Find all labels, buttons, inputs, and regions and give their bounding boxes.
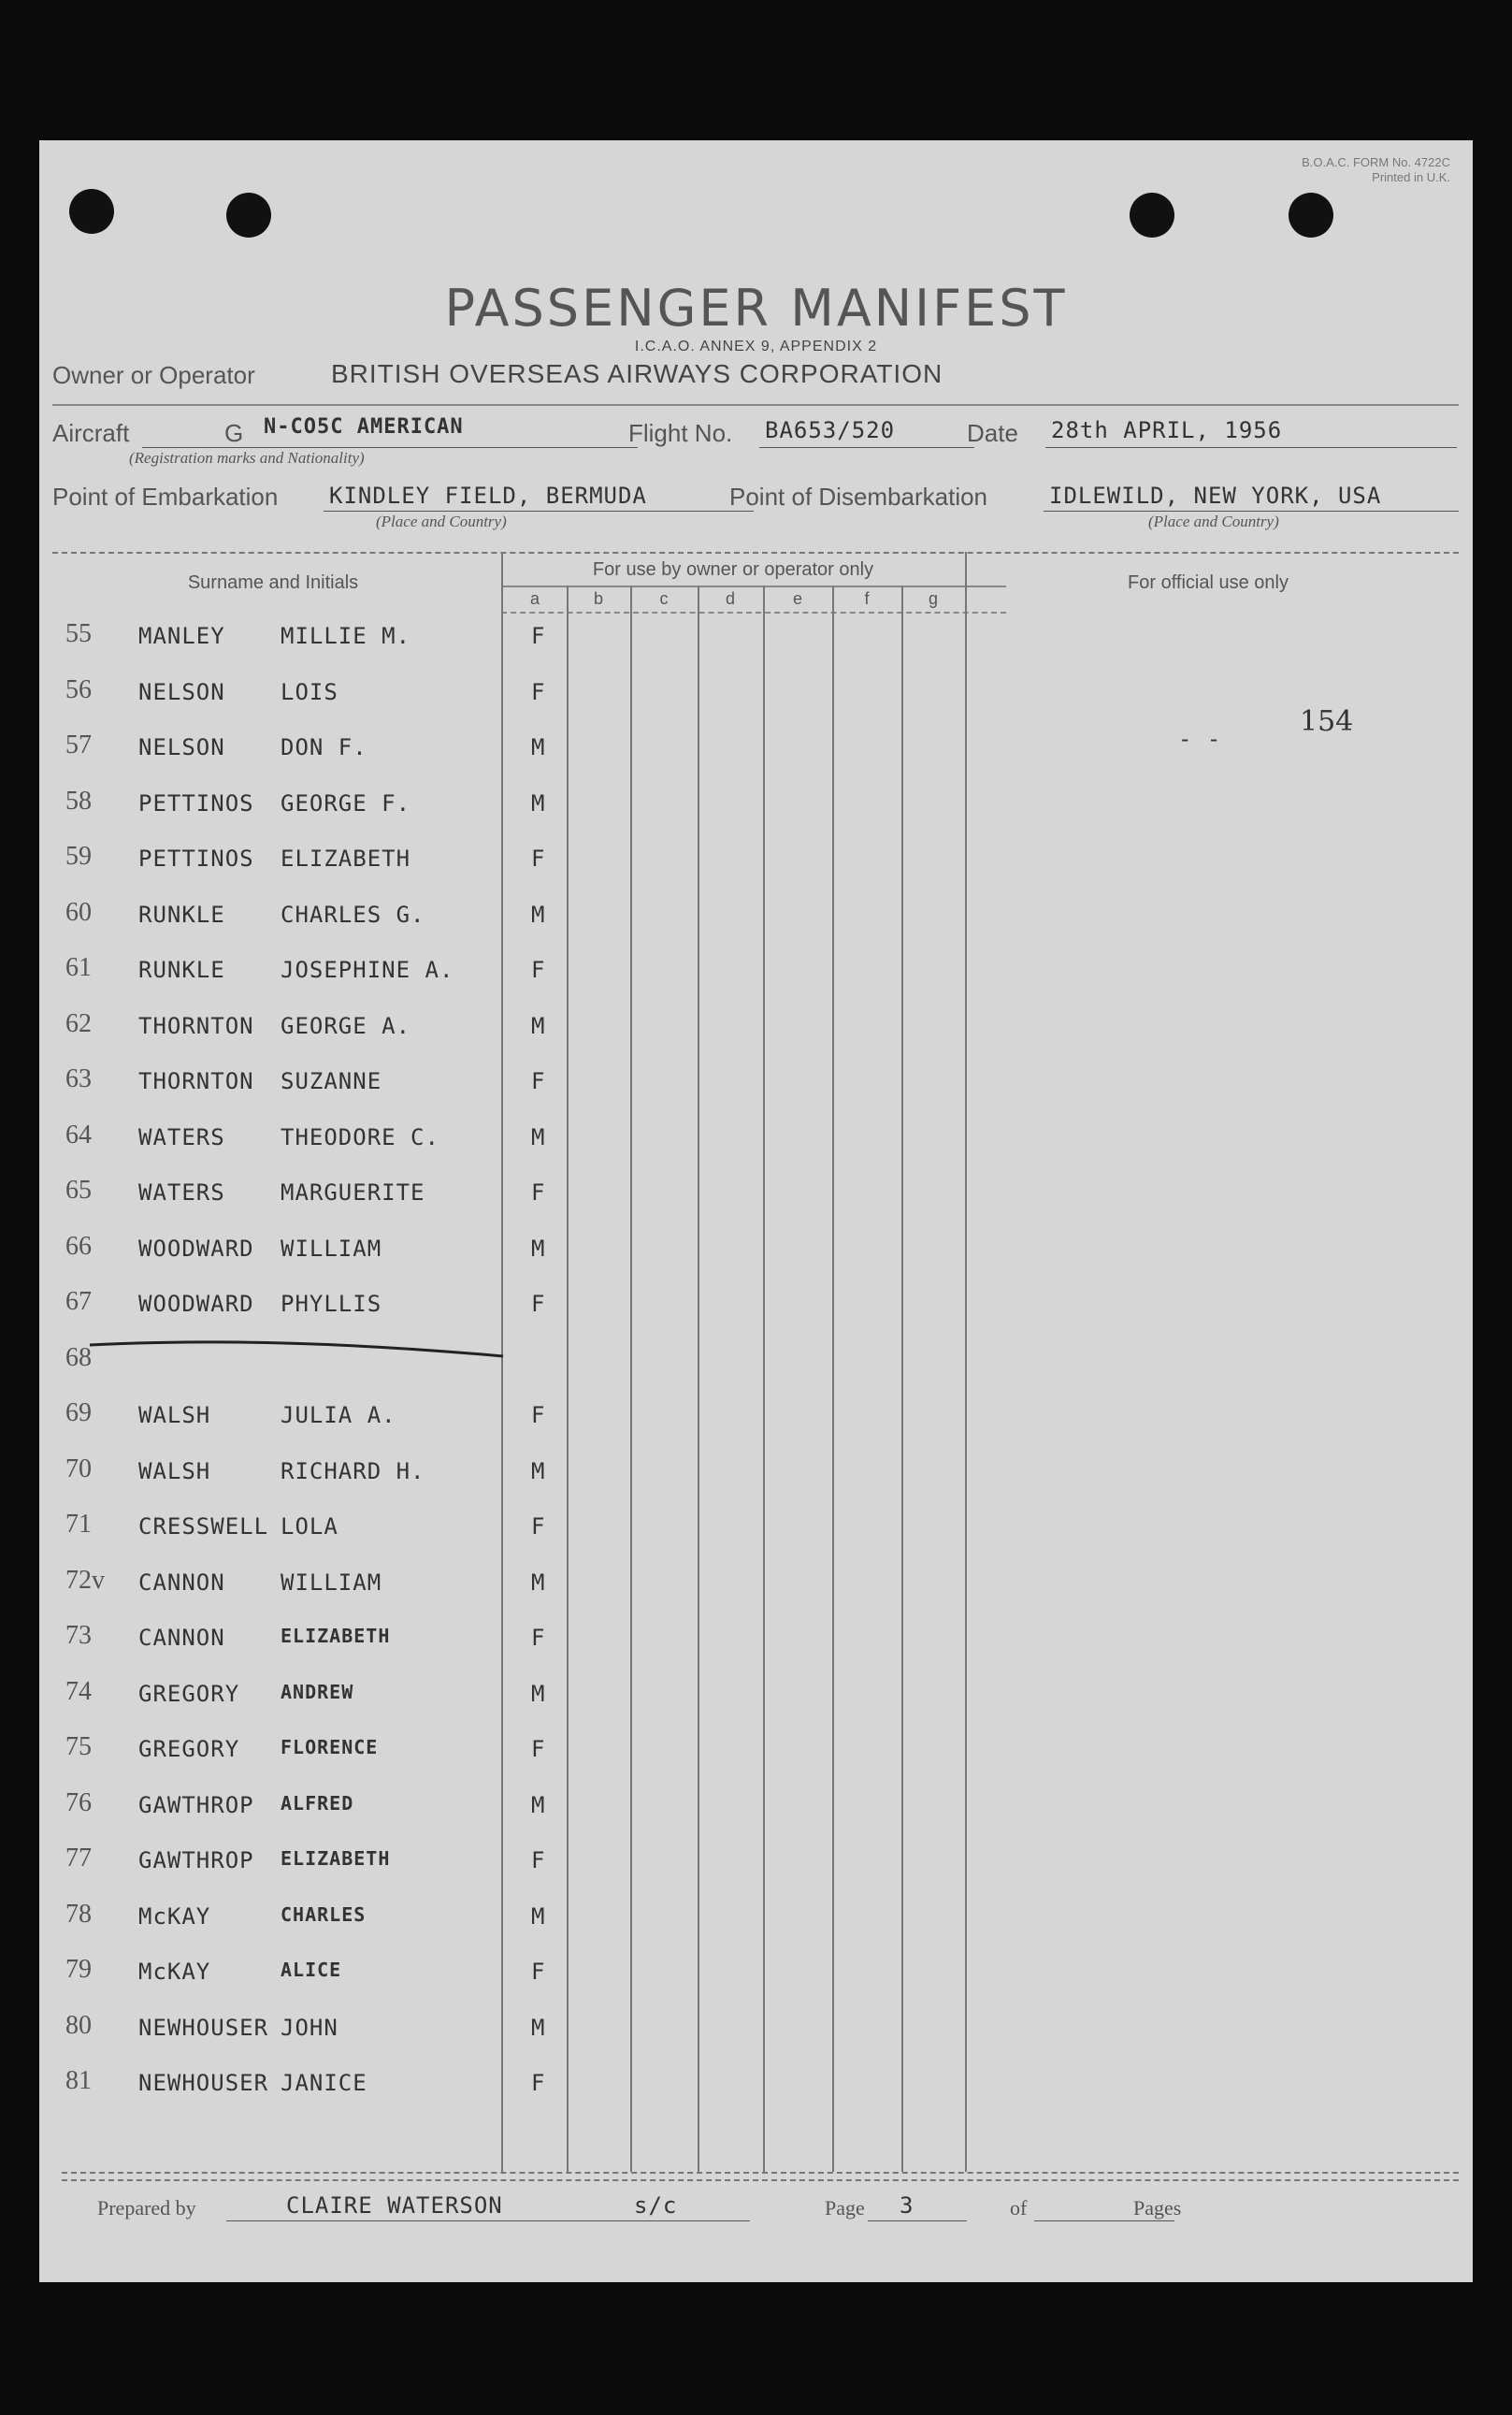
passenger-surname: THORNTON: [138, 1012, 254, 1039]
passenger-given-name: ALICE: [281, 1959, 342, 1981]
aircraft-prefix: G: [224, 419, 244, 447]
passenger-sex: M: [531, 1569, 545, 1596]
date-underline: [1045, 447, 1457, 448]
passenger-given-name: FLORENCE: [281, 1736, 379, 1758]
owner-value: BRITISH OVERSEAS AIRWAYS CORPORATION: [331, 359, 943, 388]
row-number: 74: [65, 1676, 92, 1706]
row-number: 80: [65, 2010, 92, 2040]
passenger-surname: McKAY: [138, 1959, 211, 1985]
row-number: 57: [65, 730, 92, 759]
row-number: 78: [65, 1899, 92, 1929]
passenger-sex: F: [531, 1847, 545, 1873]
col-divider: [763, 586, 765, 2172]
flight-label: Flight No.: [628, 419, 733, 447]
passenger-surname: NEWHOUSER: [138, 2014, 269, 2041]
passenger-sex: F: [531, 1736, 545, 1762]
passenger-surname: NELSON: [138, 678, 225, 705]
embark-note: (Place and Country): [376, 513, 507, 530]
passenger-given-name: GEORGE F.: [281, 789, 411, 817]
passenger-given-name: CHARLES G.: [281, 901, 425, 928]
col-divider: [630, 586, 632, 2172]
passenger-sex: F: [531, 957, 545, 983]
flight-value: BA653/520: [765, 417, 896, 443]
passenger-given-name: DON F.: [281, 734, 367, 760]
table-bottom-rule: [62, 2179, 1459, 2181]
passenger-given-name: JANICE: [281, 2070, 367, 2096]
passenger-sex: M: [531, 1902, 545, 1930]
passenger-sex: F: [531, 623, 545, 649]
disembark-value: IDLEWILD, NEW YORK, USA: [1049, 483, 1382, 509]
passenger-sex: M: [531, 1791, 545, 1818]
passenger-sex: F: [531, 846, 545, 872]
strike-line: [86, 1334, 516, 1371]
punch-hole: [1289, 193, 1333, 238]
table-header-rule: [501, 586, 1006, 587]
passenger-sex: F: [531, 678, 545, 705]
passenger-sex: F: [531, 1179, 545, 1206]
col-d: d: [725, 589, 735, 608]
official-note: 154: [1300, 705, 1354, 738]
passenger-surname: RUNKLE: [138, 957, 225, 983]
passenger-surname: PETTINOS: [138, 846, 254, 872]
passenger-surname: NELSON: [138, 734, 225, 760]
table-top-rule: [52, 552, 1459, 554]
passenger-given-name: LOIS: [281, 678, 338, 705]
row-number: 69: [65, 1398, 92, 1427]
row-number: 66: [65, 1231, 92, 1261]
embark-value: KINDLEY FIELD, BERMUDA: [329, 483, 647, 509]
passenger-sex: F: [531, 2070, 545, 2096]
page-value: 3: [900, 2192, 914, 2219]
passenger-given-name: WILLIAM: [281, 1235, 382, 1262]
manifest-sheet: [39, 140, 1473, 2282]
row-number: 70: [65, 1453, 92, 1483]
col-divider: [901, 586, 903, 2172]
col-f: f: [864, 589, 870, 608]
passenger-surname: GREGORY: [138, 1736, 240, 1762]
col-divider: [832, 586, 834, 2172]
col-g: g: [928, 589, 938, 608]
punch-hole: [69, 189, 114, 234]
passenger-given-name: MILLIE M.: [281, 623, 411, 649]
row-number: 72v: [65, 1565, 105, 1595]
passenger-surname: McKAY: [138, 1902, 211, 1930]
passenger-given-name: WILLIAM: [281, 1569, 382, 1596]
passenger-surname: GAWTHROP: [138, 1791, 254, 1818]
row-number: 64: [65, 1120, 92, 1150]
col-divider: [698, 586, 699, 2172]
passenger-sex: M: [531, 1680, 545, 1707]
row-number: 55: [65, 619, 92, 648]
page-title: PASSENGER MANIFEST: [444, 279, 1068, 338]
pages-label: Pages: [1133, 2196, 1182, 2220]
of-underline: [1034, 2220, 1174, 2221]
passenger-given-name: THEODORE C.: [281, 1123, 439, 1150]
disembark-note: (Place and Country): [1148, 513, 1279, 530]
passenger-surname: GAWTHROP: [138, 1847, 254, 1873]
passenger-sex: F: [531, 1291, 545, 1317]
col-divider: [567, 586, 569, 2172]
row-number: 65: [65, 1176, 92, 1205]
passenger-sex: F: [531, 1513, 545, 1540]
row-number: 67: [65, 1287, 92, 1316]
passenger-surname: WOODWARD: [138, 1291, 254, 1317]
passenger-given-name: JOSEPHINE A.: [281, 957, 454, 983]
col-e: e: [792, 589, 802, 608]
passenger-sex: M: [531, 1123, 545, 1150]
passenger-given-name: GEORGE A.: [281, 1012, 411, 1039]
page-subtitle: I.C.A.O. ANNEX 9, APPENDIX 2: [634, 339, 878, 354]
passenger-surname: CANNON: [138, 1569, 225, 1596]
passenger-sex: M: [531, 1012, 545, 1039]
passenger-given-name: LOLA: [281, 1513, 338, 1540]
disembark-underline: [1044, 511, 1459, 512]
passenger-given-name: ALFRED: [281, 1791, 354, 1815]
prepared-suffix: s/c: [634, 2192, 678, 2219]
passenger-surname: RUNKLE: [138, 901, 225, 928]
page-label: Page: [825, 2196, 865, 2220]
passenger-surname: CANNON: [138, 1625, 225, 1651]
prepared-underline: [226, 2220, 750, 2221]
passenger-given-name: ELIZABETH: [281, 1625, 391, 1647]
table-bottom-rule: [62, 2172, 1459, 2174]
passenger-given-name: MARGUERITE: [281, 1179, 425, 1206]
row-number: 56: [65, 674, 92, 704]
aircraft-note: (Registration marks and Nationality): [129, 449, 365, 467]
passenger-given-name: ELIZABETH: [281, 1847, 391, 1870]
owner-use-header: For use by owner or operator only: [592, 559, 874, 580]
passenger-given-name: SUZANNE: [281, 1068, 382, 1094]
aircraft-underline: [142, 447, 638, 448]
form-number: B.O.A.C. FORM No. 4722C Printed in U.K.: [1302, 155, 1450, 184]
passenger-sex: M: [531, 2014, 545, 2041]
row-number: 60: [65, 897, 92, 927]
prepared-label: Prepared by: [97, 2196, 196, 2220]
passenger-surname: WATERS: [138, 1123, 225, 1150]
passenger-sex: F: [531, 1402, 545, 1428]
punch-hole: [1130, 193, 1174, 238]
col-a: a: [529, 589, 540, 608]
passenger-sex: F: [531, 1068, 545, 1094]
row-number: 76: [65, 1787, 92, 1817]
col-c: c: [659, 589, 669, 608]
official-dash: - -: [1178, 726, 1222, 752]
passenger-sex: F: [531, 1625, 545, 1651]
row-number: 75: [65, 1732, 92, 1761]
row-number: 77: [65, 1844, 92, 1873]
passenger-sex: M: [531, 1457, 545, 1484]
passenger-given-name: PHYLLIS: [281, 1291, 382, 1317]
col-b: b: [593, 589, 603, 608]
passenger-sex: M: [531, 901, 545, 928]
passenger-surname: CRESSWELL: [138, 1513, 269, 1540]
passenger-sex: F: [531, 1959, 545, 1985]
row-number: 59: [65, 842, 92, 871]
surname-header: Surname and Initials: [187, 572, 359, 593]
passenger-given-name: RICHARD H.: [281, 1457, 425, 1484]
passenger-surname: GREGORY: [138, 1680, 240, 1707]
aircraft-label: Aircraft: [52, 419, 130, 447]
row-number: 62: [65, 1008, 92, 1038]
row-number: 61: [65, 953, 92, 982]
passenger-sex: M: [531, 789, 545, 817]
row-number: 79: [65, 1955, 92, 1984]
col-divider: [965, 552, 967, 2172]
passenger-given-name: CHARLES: [281, 1902, 367, 1926]
row-number: 63: [65, 1064, 92, 1093]
row-number: 81: [65, 2066, 92, 2095]
disembark-label: Point of Disembarkation: [729, 483, 988, 511]
row-number: 71: [65, 1510, 92, 1539]
of-label: of: [1010, 2196, 1028, 2220]
passenger-sex: M: [531, 1235, 545, 1262]
passenger-surname: NEWHOUSER: [138, 2070, 269, 2096]
official-header: For official use only: [1128, 572, 1289, 593]
date-label: Date: [967, 419, 1018, 447]
passenger-given-name: ANDREW: [281, 1680, 354, 1703]
owner-label: Owner or Operator: [52, 361, 255, 389]
punch-hole: [226, 193, 271, 238]
passenger-surname: WOODWARD: [138, 1235, 254, 1262]
passenger-given-name: JULIA A.: [281, 1402, 396, 1428]
page-underline: [868, 2220, 967, 2221]
passenger-surname: WATERS: [138, 1179, 225, 1206]
passenger-surname: WALSH: [138, 1402, 211, 1428]
divider: [52, 404, 1459, 406]
passenger-sex: M: [531, 734, 545, 760]
passenger-surname: PETTINOS: [138, 789, 254, 817]
row-number: 68: [65, 1342, 92, 1372]
passenger-surname: WALSH: [138, 1457, 211, 1484]
date-value: 28th APRIL, 1956: [1051, 417, 1283, 443]
prepared-value: CLAIRE WATERSON: [286, 2192, 503, 2219]
embark-underline: [324, 511, 754, 512]
table-header-bottom: [501, 612, 1006, 614]
flight-underline: [759, 447, 974, 448]
row-number: 58: [65, 786, 92, 816]
passenger-surname: THORNTON: [138, 1068, 254, 1094]
passenger-given-name: ELIZABETH: [281, 846, 411, 872]
embark-label: Point of Embarkation: [52, 483, 279, 511]
passenger-surname: MANLEY: [138, 623, 225, 649]
row-number: 73: [65, 1621, 92, 1650]
aircraft-value: N-CO5C AMERICAN: [264, 415, 464, 439]
passenger-given-name: JOHN: [281, 2014, 338, 2041]
